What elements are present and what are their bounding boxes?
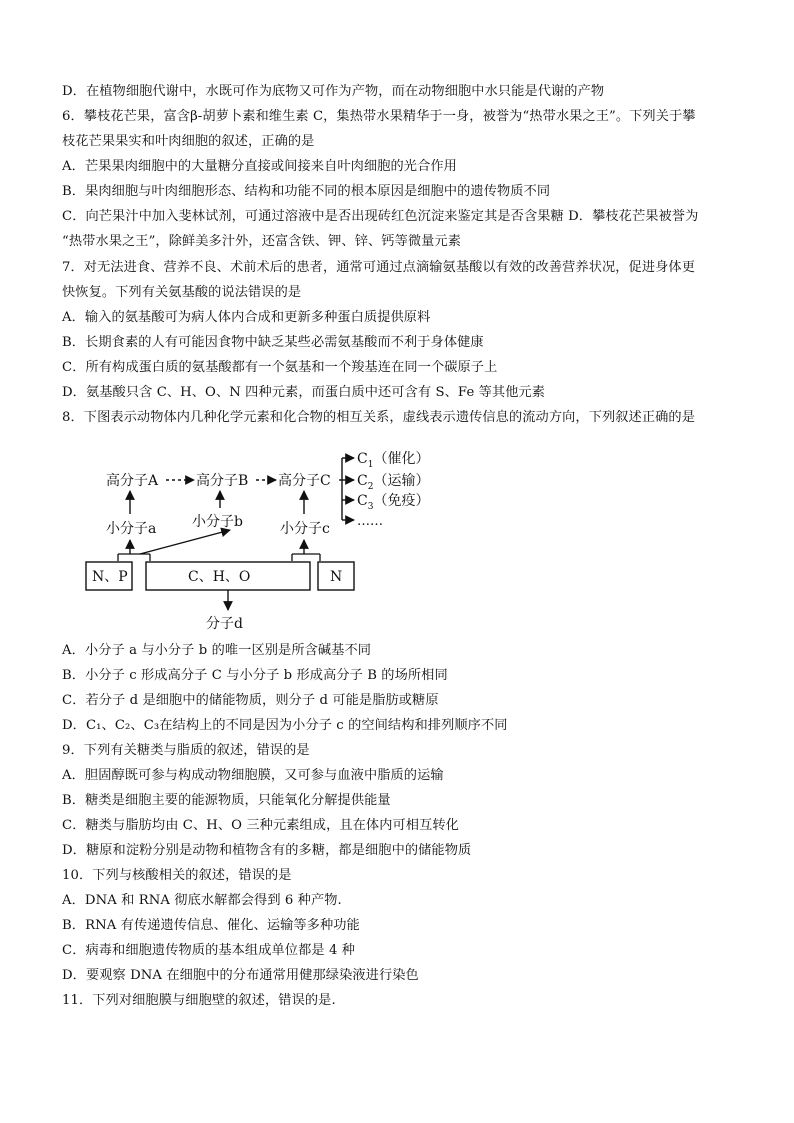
text-line: C．病毒和细胞遗传物质的基本组成单位都是 4 种 [62,943,356,958]
text-line: D．要观察 DNA 在细胞中的分布通常用健那绿染液进行染色 [62,968,419,983]
text-line: C．所有构成蛋白质的氨基酸都有一个氨基和一个羧基连在同一个碳原子上 [62,360,498,375]
box-cho-label: C、H、O [188,569,251,585]
text-line: B．长期食素的人有可能因食物中缺乏某些必需氨基酸而不利于身体健康 [62,335,484,350]
text-line: 9．下列有关糖类与脂质的叙述，错误的是 [62,743,310,758]
c-more-ellipsis: …… [357,514,383,529]
text-line: A．DNA 和 RNA 彻底水解都会得到 6 种产物. [62,893,342,908]
small-b-label: 小分子b [192,514,243,530]
text-line: 8．下图表示动物体内几种化学元素和化合物的相互关系，虚线表示遗传信息的流动方向，下列叙述正确的是 [62,410,695,425]
small-c-label: 小分子c [280,521,330,537]
box-n-label: N [330,569,343,585]
text-line: 快恢复。下列有关氨基酸的说法错误的是 [62,285,302,300]
text-line: B．糖类是细胞主要的能源物质，只能氧化分解提供能量 [62,793,391,808]
element-compound-diagram [84,444,430,640]
text-line: “热带水果之王”，除鲜美多汁外，还富含铁、钾、锌、钙等微量元素 [62,234,462,249]
diagram-svg [84,444,430,640]
text-line: 6．攀枝花芒果，富含β-胡萝卜素和维生素 C，集热带水果精华于一身，被誉为“热带水果之王”。下列关于攀 [62,109,696,124]
text-line: 枝花芒果果实和叶肉细胞的叙述，正确的是 [62,134,315,149]
text-line: 7．对无法进食、营养不良、术前术后的患者，通常可通过点滴输氨基酸以有效的改善营养状况，促进身体更 [62,260,695,275]
text-line: D．C₁、C₂、C₃在结构上的不同是因为小分子 c 的空间结构和排列顺序不同 [62,718,508,733]
text-line: C．糖类与脂肪均由 C、H、O 三种元素组成，且在体内可相互转化 [62,818,459,833]
text-line: B．果肉细胞与叶肉细胞形态、结构和功能不同的根本原因是细胞中的遗传物质不同 [62,184,551,199]
text-line: D．糖原和淀粉分别是动物和植物含有的多糖，都是细胞中的储能物质 [62,843,472,858]
text-line: C．向芒果汁中加入斐林试剂，可通过溶液中是否出现砖红色沉淀来鉴定其是否含果糖 D．攀枝花芒果被誉为 [62,209,699,224]
text-line: D．在植物细胞代谢中，水既可作为底物又可作为产物，而在动物细胞中水只能是代谢的产物 [62,84,605,99]
macro-b-label: 高分子B [196,473,249,489]
text-line: D．氨基酸只含 C、H、O、N 四种元素，而蛋白质中还可含有 S、Fe 等其他元素 [62,385,546,400]
c2-label: $C_2$（运输） [357,473,430,492]
text-line: B．小分子 c 形成高分子 C 与小分子 b 形成高分子 B 的场所相同 [62,668,448,683]
c1-label: $C_1$（催化） [357,451,430,470]
molecule-d-label: 分子d [206,616,243,632]
text-line: A．芒果果肉细胞中的大量糖分直接或间接来自叶肉细胞的光合作用 [62,159,457,174]
small-a-label: 小分子a [106,521,157,537]
text-line: 11．下列对细胞膜与细胞壁的叙述，错误的是. [62,993,336,1008]
c3-label: $C_3$（免疫） [357,493,430,512]
box-np-label: N、P [92,569,128,585]
text-line: A．小分子 a 与小分子 b 的唯一区别是所含碱基不同 [62,643,372,658]
text-line: 10．下列与核酸相关的叙述，错误的是 [62,868,292,883]
macro-c-label: 高分子C [278,473,331,489]
text-line: A．胆固醇既可参与构成动物细胞膜，又可参与血液中脂质的运输 [62,768,444,783]
text-line: A．输入的氨基酸可为病人体内合成和更新多种蛋白质提供原料 [62,310,431,325]
text-line: C．若分子 d 是细胞中的储能物质，则分子 d 可能是脂肪或糖原 [62,693,439,708]
macro-a-label: 高分子A [106,473,159,489]
text-line: B．RNA 有传递遗传信息、催化、运输等多种功能 [62,918,360,933]
